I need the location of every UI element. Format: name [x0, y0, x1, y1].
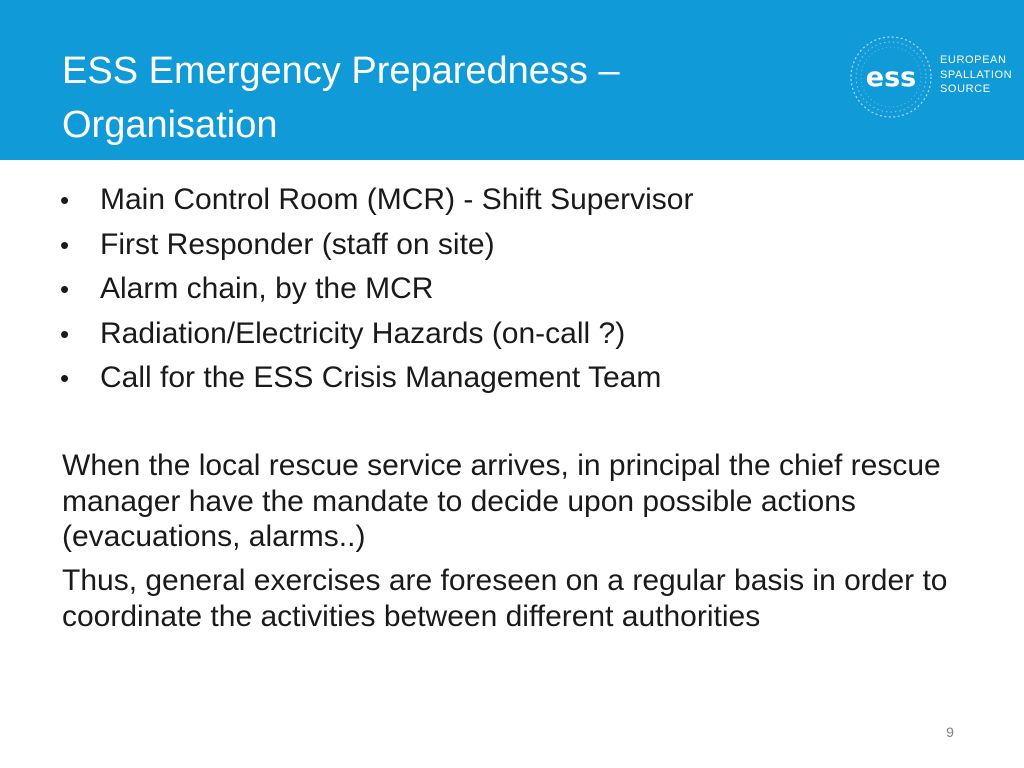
bullet-dot-icon: • — [60, 363, 70, 393]
bullet-item — [58, 178, 958, 223]
rescue-service-paragraph: When the local rescue service arrives, in principal the chief rescue manager have the mandate to decide upon possible actions (evacuations, alarms..) — [62, 449, 941, 553]
bullet-text: Radiation/Electricity Hazards (on-call ?) — [100, 316, 626, 350]
bullet-dot-icon: • — [60, 318, 70, 349]
bullet-dot-icon: • — [60, 274, 70, 304]
bullet-text: Main Control Room (MCR) - Shift Supervisor — [100, 183, 694, 216]
bullet-text: First Responder (staff on site) — [100, 227, 495, 261]
bullet-list — [58, 178, 958, 401]
bullet-text: Call for the ESS Crisis Management Team — [100, 361, 662, 394]
bullet-text: Alarm chain, by the MCR — [100, 272, 434, 305]
bullet-item — [58, 312, 958, 357]
bullet-item — [58, 356, 958, 401]
ess-logo-icon — [848, 34, 934, 120]
slide-title: ESS Emergency Preparedness – Organisation — [62, 50, 620, 146]
bullet-item — [58, 223, 958, 268]
title-bar — [0, 0, 1024, 160]
logo-wordmark — [940, 53, 1012, 97]
logo-line-1: EUROPEAN — [940, 54, 1007, 66]
bullet-dot-icon: • — [60, 185, 70, 215]
exercises-paragraph: Thus, general exercises are foreseen on a regular basis in order to coordinate the activities between different authorities — [62, 564, 948, 633]
page-number: 9 — [946, 724, 954, 740]
logo-line-2: SPALLATION — [940, 68, 1013, 81]
bullet-dot-icon: • — [60, 229, 70, 260]
logo-line-3: SOURCE — [940, 83, 991, 95]
bullet-item — [58, 267, 958, 312]
ess-logo — [848, 34, 1018, 122]
logo-mark-text: ess — [865, 62, 917, 93]
